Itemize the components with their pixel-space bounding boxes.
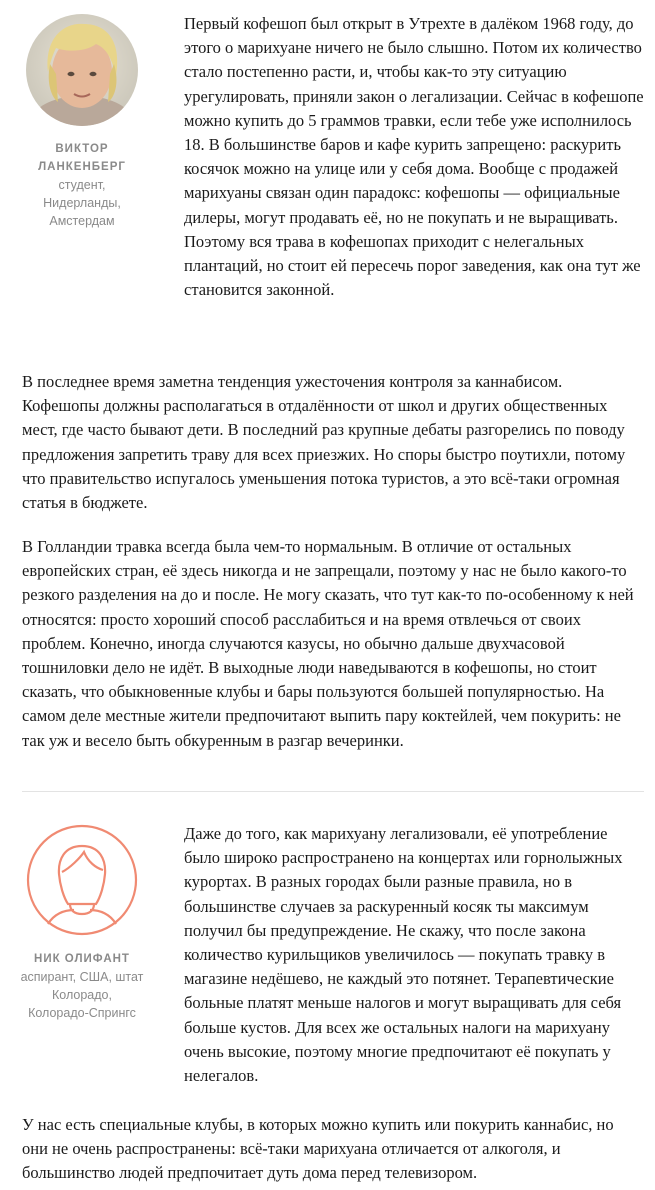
- quote-author-1: [12, 14, 152, 230]
- author-name: ВИКТОР ЛАНКЕНБЕРГ: [38, 143, 126, 173]
- body-paragraph: В Голландии травка всегда была чем-то нормальным. В отличие от остальных европейских стран, её здесь никогда и не запрещали, поэтому у нас не было какого-то резкого разделения на до и после. Не могу сказать, что тут как-то по-особенному к ней относятся: просто хороший способ расслабиться и на время отвлечься от своих проблем. Конечно, иногда случаются казусы, но обычно дальше двухчасовой тошниловки дело не идёт. В выходные люди наведываются в кофешопы, но стоит сказать, что обыкновенные клубы и бары пользуются большей популярностью. На самом деле местные жители предпочитают выпить пару коктейлей, чем покурить: не так уж и весело быть обкуренным в разгар вечеринки.: [22, 537, 634, 750]
- quote-author-2: [12, 824, 152, 1022]
- quote-text-1: Первый кофешоп был открыт в Утрехте в далёком 1968 году, до этого о марихуане ничего не было слышно. Потом их количество стало постепенно расти, и, чтобы как-то эту ситуацию урегулировать, приняли закон о легализации. Сейчас в кофешопе можно купить до 5 граммов травки, если тебе уже исполнилось 18. В большинстве баров и кафе курить запрещено: раскурить косячок можно на улице или у себя дома. Вообще с продажей марихуаны связан один парадокс: кофешопы — официальные дилеры, могут продавать её, но не покупать и не выращивать. Поэтому вся трава в кофешопах приходит с нелегальных плантаций, но стоит ей пересечь порог заведения, как она тут же становится законной.: [184, 14, 644, 300]
- quote-text-2: Даже до того, как марихуану легализовали, её употребление было широко распространено на концертах или горнолыжных курортах. В разных городах были разные правила, но в большинстве случаев за раскуренный косяк ты максимум получил бы предупреждение. Не скажу, что после закона количество курильщиков увеличилось — покупать травку в магазине недёшево, не каждый это потянет. Терапевтические больные платят меньше налогов и могут выращивать для себя больше кустов. Для всех же остальных налоги на марихуану очень высокие, поэтому многие предпочитают её покупать у нелегалов.: [184, 824, 623, 1086]
- author-description: аспирант, США, штат Колорадо, Колорадо-Спрингс: [20, 970, 144, 1020]
- body-paragraph: У нас есть специальные клубы, в которых можно купить или покурить каннабис, но они не очень распространены: всё-таки марихуана отличается от алкоголя, и большинство людей предпочитает дуть дома перед телевизором.: [22, 1115, 614, 1183]
- body-paragraph: В последнее время заметна тенденция ужесточения контроля за каннабисом. Кофешопы должны располагаться в отдалённости от школ и других общественных мест, где часто бывают дети. В последний раз крупные дебаты разгорелись по поводу предложения запретить траву для всех приезжих. Но споры быстро поутихли, потому что правительство испугалось уменьшения потока туристов, а это всё-таки огромная статья в бюджете.: [22, 372, 626, 513]
- person-outline-icon: [26, 824, 138, 936]
- section-divider: [22, 791, 644, 792]
- author-name: НИК ОЛИФАНТ: [34, 953, 130, 965]
- author-description: студент, Нидерланды, Амстердам: [43, 178, 121, 228]
- author-photo-avatar: [26, 14, 138, 126]
